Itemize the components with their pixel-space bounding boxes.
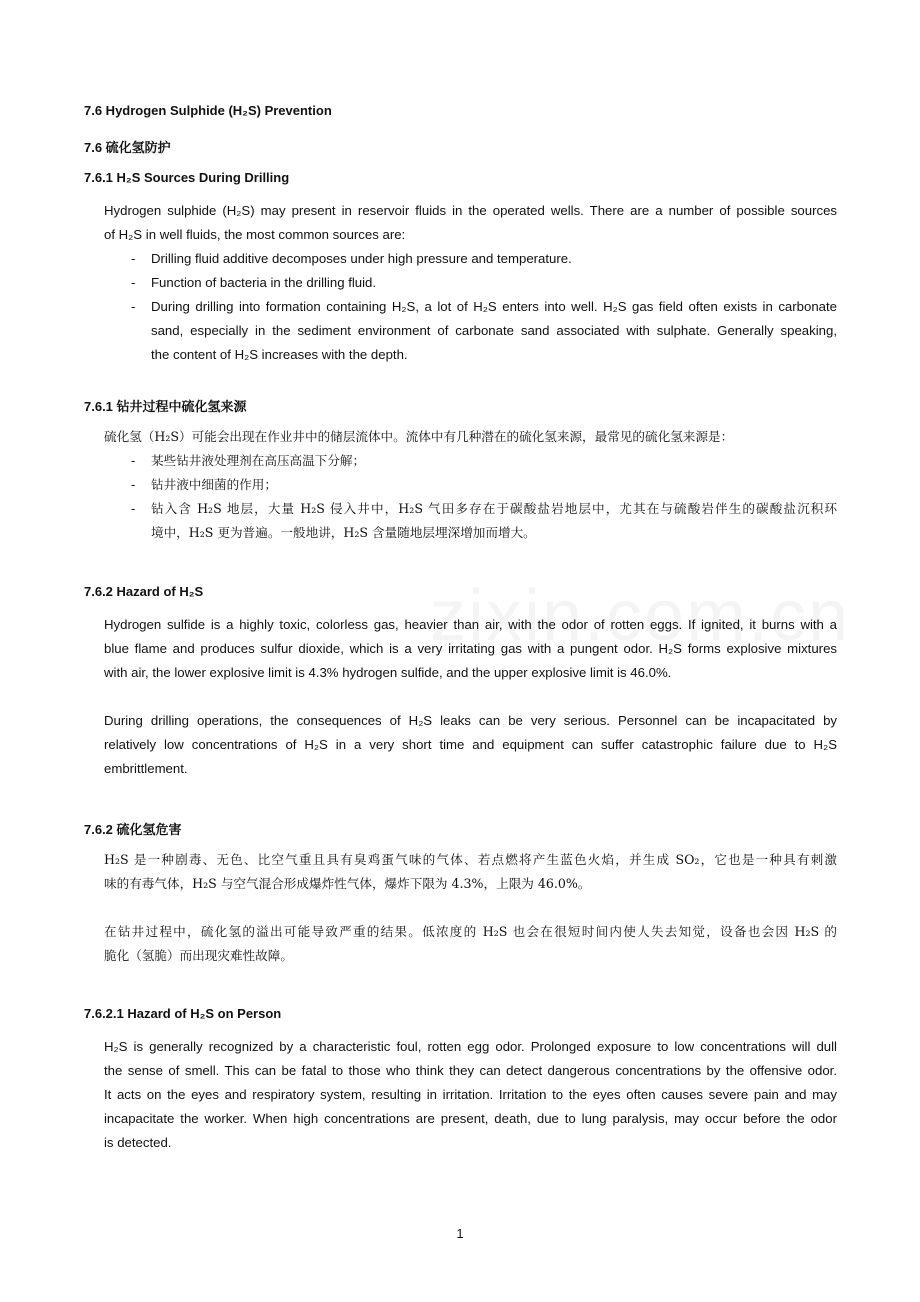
list-marker: - [131, 275, 136, 290]
paragraph-hazard-description-cn [104, 848, 837, 896]
text-line: Function of bacteria in the drilling fluid. [151, 275, 377, 290]
list-marker: - [131, 299, 136, 314]
paragraph-sources-intro [104, 199, 837, 247]
list-marker: - [131, 477, 136, 492]
list-marker: - [131, 501, 136, 516]
text-line: of H₂S in well fluids, the most common sources are: [104, 227, 406, 242]
paragraph-hazard-description [104, 613, 837, 685]
text-line: is detected. [104, 1135, 172, 1150]
text-line: Drilling fluid additive decomposes under high pressure and temperature. [151, 251, 572, 266]
list-marker: - [131, 453, 136, 468]
text-line: 境中，H₂S 更为普遍。一般地讲，H₂S 含量随地层埋深增加而增大。 [151, 525, 536, 540]
text-line: blue flame and produces sulfur dioxide, which is a very irritating gas with a pungent odor. H₂S forms explosive mixtures [104, 641, 837, 656]
text-line: During drilling into formation containing H₂S, a lot of H₂S enters into well. H₂S gas field often exists in carbonate [151, 299, 837, 314]
text-line: the content of H₂S increases with the depth. [151, 347, 408, 362]
section-heading-7-6-cn: 7.6 硫化氢防护 [84, 140, 171, 155]
text-line: 钻井液中细菌的作用； [151, 477, 277, 492]
page-number: 1 [456, 1226, 464, 1241]
text-line: relatively low concentrations of H₂S in a very short time and equipment can suffer catastrophic failure due to H₂S [104, 737, 837, 752]
text-line: 味的有毒气体，H₂S 与空气混合形成爆炸性气体，爆炸下限为 4.3%，上限为 46.0%。 [104, 876, 591, 891]
section-heading-7-6-2-cn: 7.6.2 硫化氢危害 [84, 822, 182, 837]
text-line: sand, especially in the sediment environment of carbonate sand associated with sulphate. Generally speaking, [151, 323, 837, 338]
text-line: 在钻井过程中，硫化氢的溢出可能导致严重的结果。低浓度的 H₂S 也会在很短时间内使人失去知觉，设备也会因 H₂S 的 [104, 924, 837, 939]
text-line: 某些钻井液处理剂在高压高温下分解； [151, 453, 366, 468]
paragraph-hazard-consequences [104, 709, 837, 781]
list-marker: - [131, 251, 136, 266]
text-line: 硫化氢（H₂S）可能会出现在作业井中的储层流体中。流体中有几种潜在的硫化氢来源，最常见的硫化氢来源是： [104, 429, 734, 444]
text-line: Hydrogen sulfide is a highly toxic, colorless gas, heavier than air, with the odor of rotten eggs. If ignited, it burns with a [104, 617, 837, 632]
section-heading-7-6-2-1: 7.6.2.1 Hazard of H₂S on Person [84, 1006, 282, 1021]
text-line: H₂S 是一种剧毒、无色、比空气重且具有臭鸡蛋气味的气体、若点燃将产生蓝色火焰，并生成 SO₂，它也是一种具有刺激 [104, 852, 837, 867]
text-line: 钻入含 H₂S 地层，大量 H₂S 侵入井中，H₂S 气田多存在于碳酸盐岩地层中，尤其在与硫酸岩伴生的碳酸盐沉积环 [151, 501, 837, 516]
text-line: embrittlement. [104, 761, 188, 776]
section-heading-7-6: 7.6 Hydrogen Sulphide (H₂S) Prevention [84, 103, 332, 118]
text-line: H₂S is generally recognized by a characteristic foul, rotten egg odor. Prolonged exposure to low concentrations will dull [104, 1039, 837, 1054]
text-line: During drilling operations, the consequences of H₂S leaks can be very serious. Personnel can be incapacitated by [104, 713, 837, 728]
section-heading-7-6-1-cn: 7.6.1 钻井过程中硫化氢来源 [84, 399, 247, 414]
text-line: incapacitate the worker. When high concentrations are present, death, due to lung paralysis, may occur before the odor [104, 1111, 837, 1126]
section-heading-7-6-1: 7.6.1 H₂S Sources During Drilling [84, 170, 290, 185]
paragraph-hazard-consequences-cn [104, 920, 837, 968]
section-heading-7-6-2: 7.6.2 Hazard of H₂S [84, 584, 204, 599]
text-line: the sense of smell. This can be fatal to those who think they can detect dangerous concentrations by the offensive odor. [104, 1063, 837, 1078]
paragraph-sources-intro-cn [104, 425, 837, 449]
paragraph-hazard-on-person [104, 1035, 837, 1155]
text-line: Hydrogen sulphide (H₂S) may present in reservoir fluids in the operated wells. There are a number of possible sources [104, 203, 837, 218]
text-line: It acts on the eyes and respiratory system, resulting in irritation. Irritation to the eyes often causes severe pain and may [104, 1087, 837, 1102]
text-line: with air, the lower explosive limit is 4.3% hydrogen sulfide, and the upper explosive limit is 46.0%. [104, 665, 672, 680]
text-line: 脆化（氢脆）而出现灾难性故障。 [104, 948, 293, 963]
